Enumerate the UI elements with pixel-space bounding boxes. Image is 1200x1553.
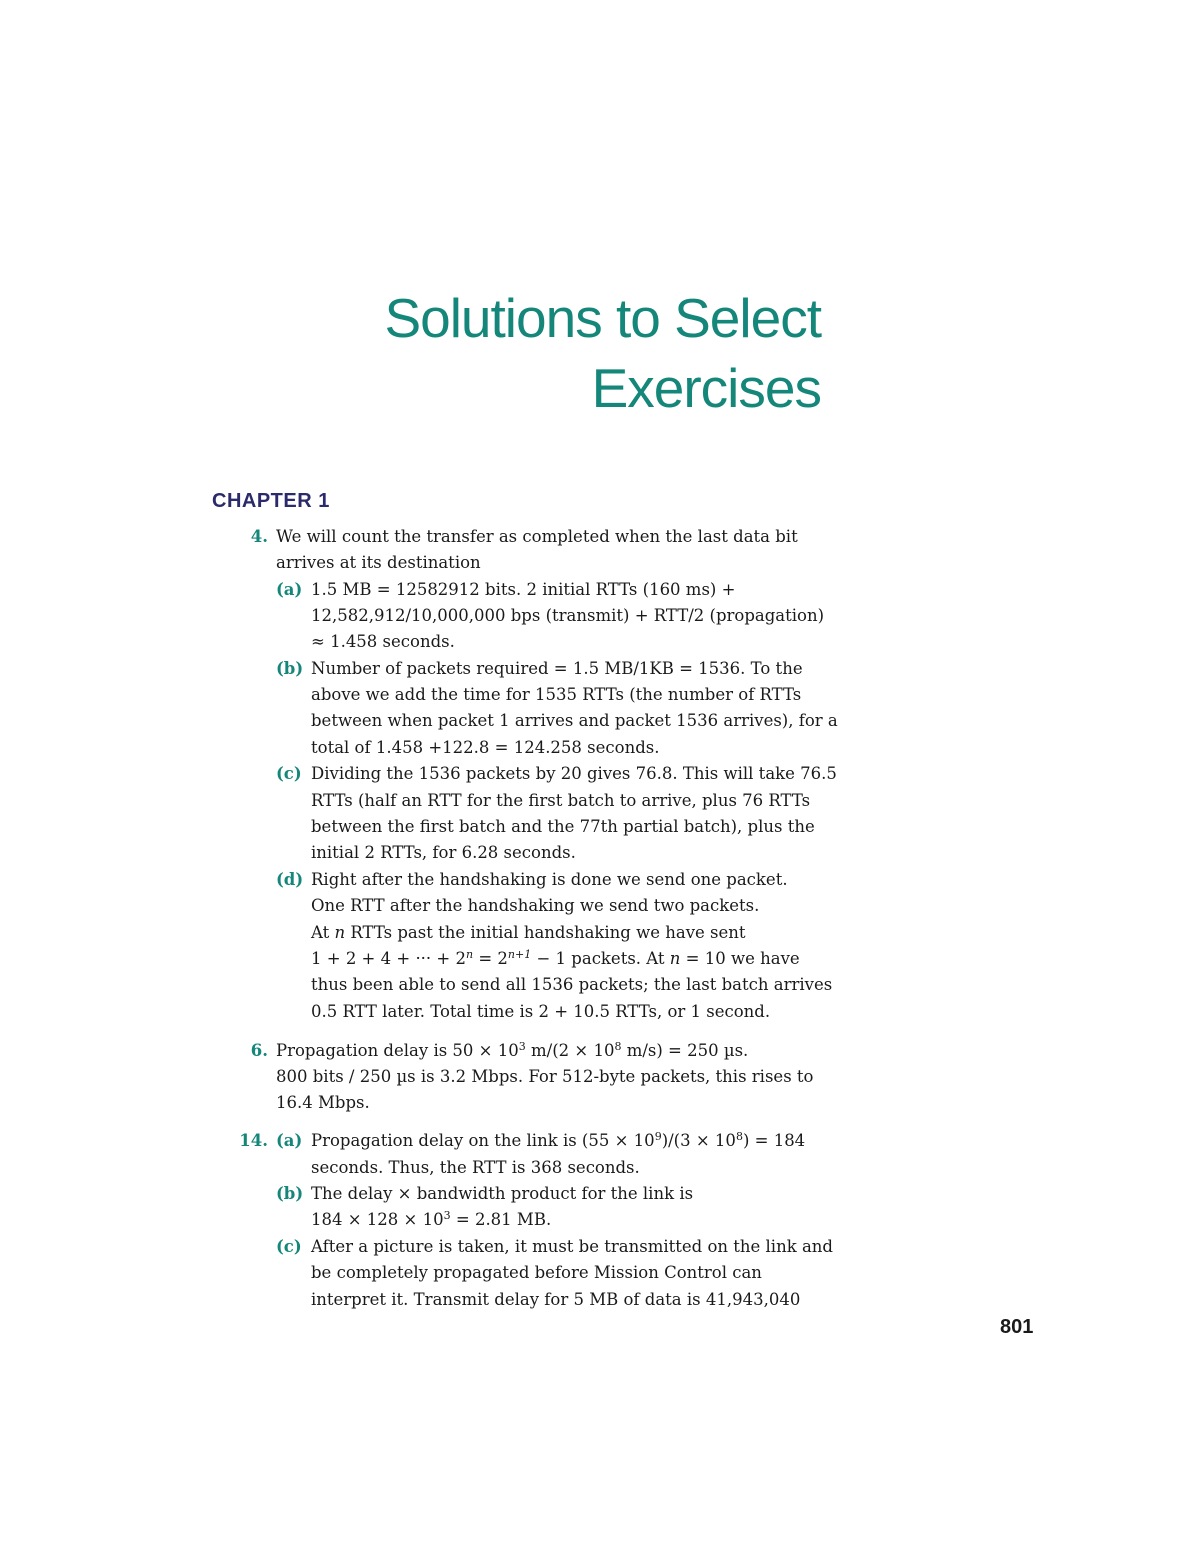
exercise-4a-line-2: 12,582,912/10,000,000 bps (transmit) + RTT/2 (propagation) xyxy=(311,606,825,625)
exercise-4-intro-line-2: arrives at its destination xyxy=(276,553,481,572)
exercise-4-intro-line-1: We will count the transfer as completed when the last data bit xyxy=(276,527,798,546)
exercise-4b-line-4: total of 1.458 +122.8 = 124.258 seconds. xyxy=(311,738,660,757)
exercise-14c-line-3: interpret it. Transmit delay for 5 MB of data is 41,943,040 xyxy=(311,1290,801,1309)
exercise-14a-line-2: seconds. Thus, the RTT is 368 seconds. xyxy=(311,1158,640,1177)
exercise-4c-line-1: Dividing the 1536 packets by 20 gives 76.8. This will take 76.5 xyxy=(311,764,837,783)
chapter-heading: CHAPTER 1 xyxy=(212,490,330,512)
exercise-4a-line-3: ≈ 1.458 seconds. xyxy=(311,632,455,651)
exercise-4b-label: (b) xyxy=(276,659,304,678)
exercise-14b-line-2: $184 \times 128 \times 10^3 = 2.81$ MB. xyxy=(311,1209,552,1229)
exercise-4d-line-6: 0.5 RTT later. Total time is 2 + 10.5 RTTs, or 1 second. xyxy=(311,1002,771,1021)
exercise-4d-line-3: At n RTTs past the initial handshaking we have sent xyxy=(311,923,746,942)
exercise-4d-line-2: One RTT after the handshaking we send two packets. xyxy=(311,896,760,915)
exercise-14a-label: (a) xyxy=(276,1131,303,1150)
exercise-14c-line-2: be completely propagated before Mission Control can xyxy=(311,1263,762,1282)
exercise-4c-line-3: between the first batch and the 77th partial batch), plus the xyxy=(311,817,815,836)
exercise-4a-line-1: 1.5 MB = 12582912 bits. 2 initial RTTs (160 ms) + xyxy=(311,580,736,599)
exercise-4-number: 4. xyxy=(250,527,268,546)
exercise-4d-line-5: thus been able to send all 1536 packets; the last batch arrives xyxy=(311,975,833,994)
exercise-6-line-1: Propagation delay is $50 \times 10^3$ $m/(2 \times 10^8$ m/s) = 250 µs. xyxy=(276,1040,749,1060)
exercise-14-number: 14. xyxy=(239,1131,268,1150)
exercise-14a-line-1: Propagation delay on the link is $(55 \times 10^9)/(3 \times 10^8) = 184$ xyxy=(311,1130,806,1150)
exercise-4c-label: (c) xyxy=(276,764,302,783)
exercise-4b-line-1: Number of packets required = 1.5 MB/1KB = 1536. To the xyxy=(311,659,803,678)
exercise-4b-line-2: above we add the time for 1535 RTTs (the number of RTTs xyxy=(311,685,802,704)
exercise-6-line-3: 16.4 Mbps. xyxy=(276,1093,370,1112)
exercise-4d-line-1: Right after the handshaking is done we send one packet. xyxy=(311,870,788,889)
exercise-14c-label: (c) xyxy=(276,1237,302,1256)
chapter-title xyxy=(384,283,821,423)
exercise-4a-label: (a) xyxy=(276,580,303,599)
exercise-4d-label: (d) xyxy=(276,870,304,889)
exercise-6-number: 6. xyxy=(250,1041,268,1060)
exercise-4d-line-4: 1 + 2 + 4 + ··· + $2^n = 2^{n+1} - 1$ packets. At n = 10 we have xyxy=(311,948,800,968)
title-line-2: Exercises xyxy=(591,357,821,419)
page-number: 801 xyxy=(1000,1316,1034,1338)
exercise-6-line-2: 800 bits / 250 µs is 3.2 Mbps. For 512-byte packets, this rises to xyxy=(276,1067,814,1086)
exercise-14c-line-1: After a picture is taken, it must be transmitted on the link and xyxy=(311,1237,833,1256)
exercise-4c-line-2: RTTs (half an RTT for the first batch to arrive, plus 76 RTTs xyxy=(311,791,811,810)
exercise-14b-label: (b) xyxy=(276,1184,304,1203)
exercise-4b-line-3: between when packet 1 arrives and packet 1536 arrives), for a xyxy=(311,711,838,730)
title-line-1: Solutions to Select xyxy=(384,287,821,349)
exercise-14b-line-1: The delay × bandwidth product for the link is xyxy=(311,1184,694,1203)
exercise-4c-line-4: initial 2 RTTs, for 6.28 seconds. xyxy=(311,843,576,862)
